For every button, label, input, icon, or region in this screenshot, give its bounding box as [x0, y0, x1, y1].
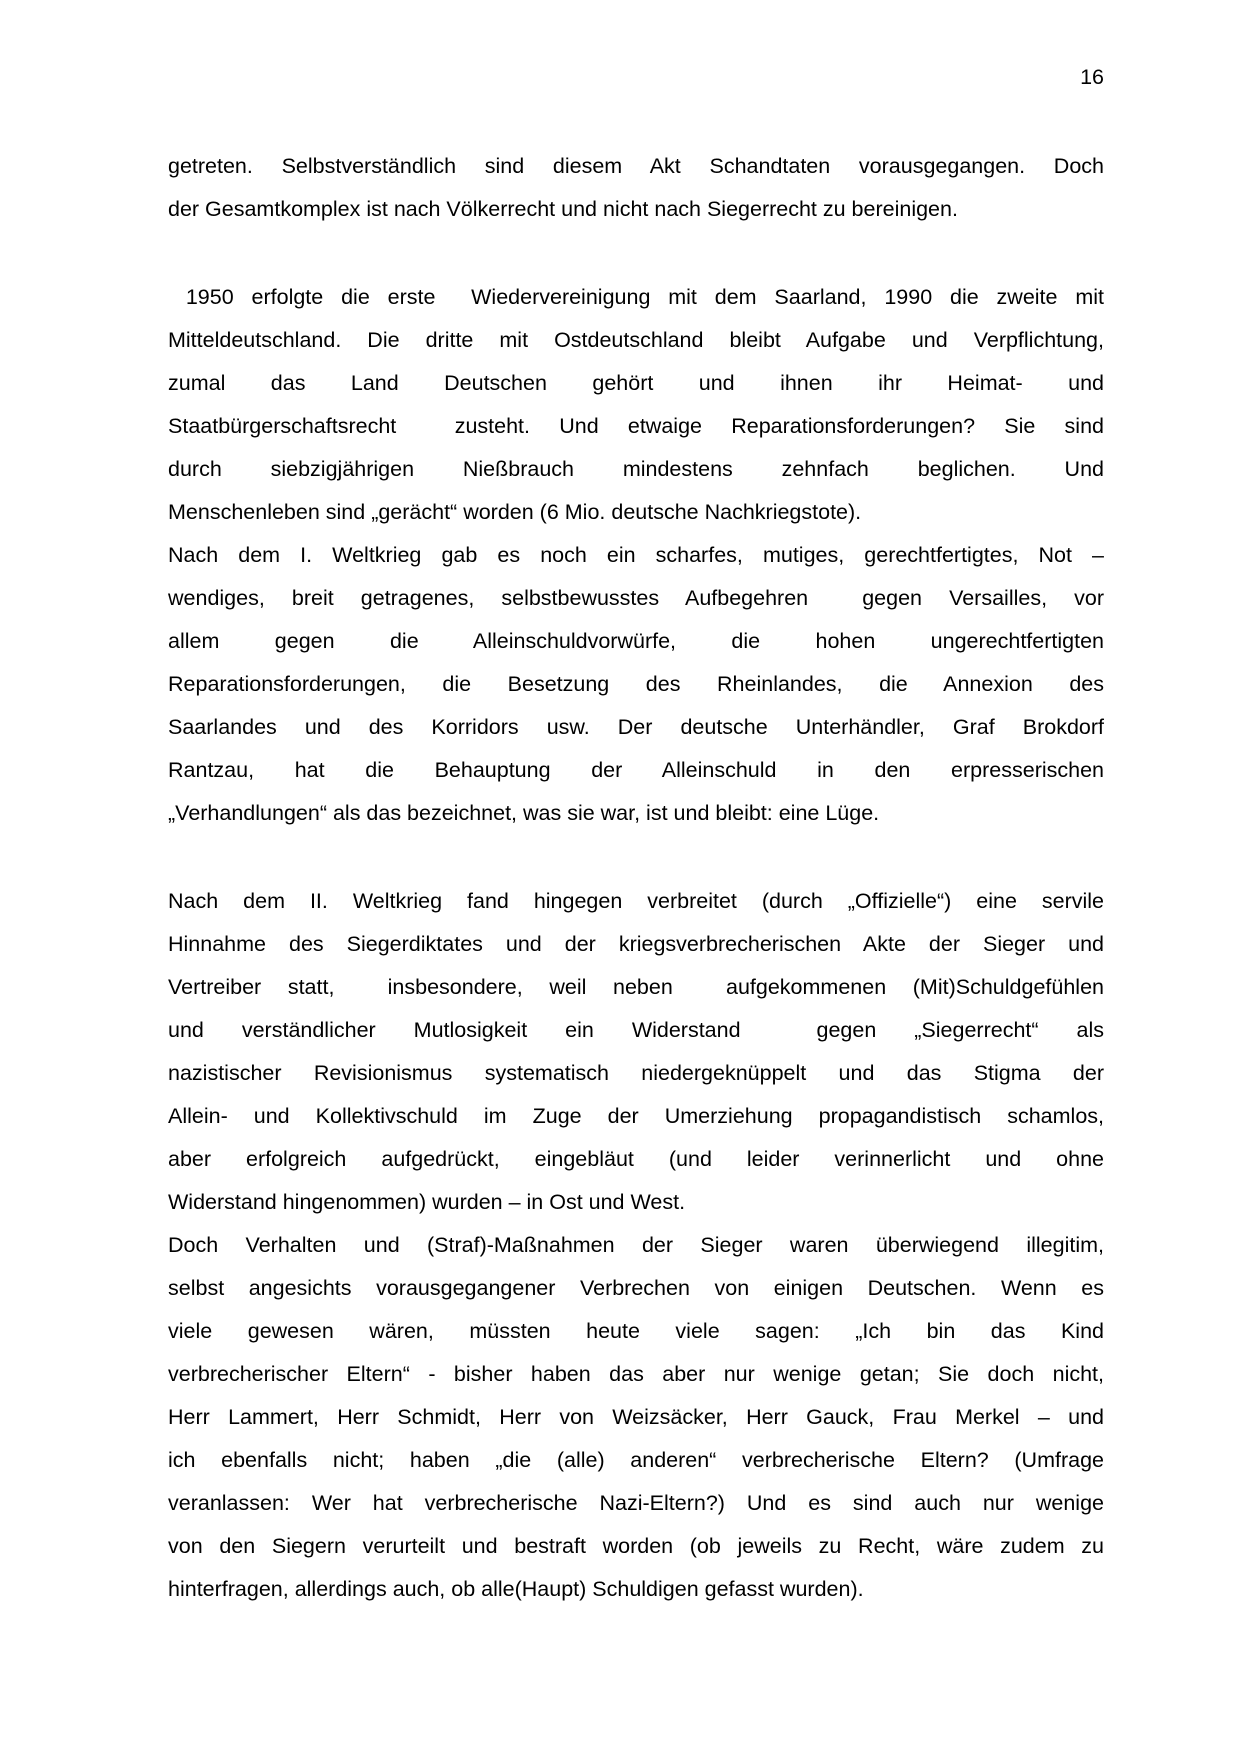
- text-line: zumal das Land Deutschen gehört und ihnen ihr Heimat- und: [168, 371, 1104, 395]
- text-line: Nach dem II. Weltkrieg fand hingegen verbreitet (durch „Offizielle“) eine servile: [168, 889, 1104, 913]
- text-line: durch siebzigjährigen Nießbrauch mindestens zehnfach beglichen. Und: [168, 457, 1104, 481]
- text-line: „Verhandlungen“ als das bezeichnet, was sie war, ist und bleibt: eine Lüge.: [168, 801, 880, 825]
- text-line: selbst angesichts vorausgegangener Verbrechen von einigen Deutschen. Wenn es: [168, 1276, 1104, 1300]
- text-line: wendiges, breit getragenes, selbstbewusstes Aufbegehren gegen Versailles, vor: [168, 586, 1104, 610]
- text-line: veranlassen: Wer hat verbrecherische Nazi-Eltern?) Und es sind auch nur wenige: [168, 1491, 1104, 1515]
- text-line: Menschenleben sind „gerächt“ worden (6 Mio. deutsche Nachkriegstote).: [168, 500, 862, 524]
- text-line: und verständlicher Mutlosigkeit ein Widerstand gegen „Siegerrecht“ als: [168, 1018, 1104, 1042]
- paragraph: [168, 1224, 1104, 1611]
- text-line: Widerstand hingenommen) wurden – in Ost und West.: [168, 1190, 686, 1214]
- text-line: Doch Verhalten und (Straf)-Maßnahmen der Sieger waren überwiegend illegitim,: [168, 1233, 1104, 1257]
- text-line: Staatbürgerschaftsrecht zusteht. Und etwaige Reparationsforderungen? Sie sind: [168, 414, 1104, 438]
- text-line: Allein- und Kollektivschuld im Zuge der Umerziehung propagandistisch schamlos,: [168, 1104, 1104, 1128]
- paragraph: [168, 145, 1104, 231]
- text-line: verbrecherischer Eltern“ - bisher haben das aber nur wenige getan; Sie doch nicht,: [168, 1362, 1104, 1386]
- text-line: Hinnahme des Siegerdiktates und der kriegsverbrecherischen Akte der Sieger und: [168, 932, 1104, 956]
- text-line: Vertreiber statt, insbesondere, weil neben aufgekommenen (Mit)Schuldgefühlen: [168, 975, 1104, 999]
- text-line: allem gegen die Alleinschuldvorwürfe, die hohen ungerechtfertigten: [168, 629, 1104, 653]
- text-line: getreten. Selbstverständlich sind diesem Akt Schandtaten vorausgegangen. Doch: [168, 154, 1104, 178]
- text-line: Rantzau, hat die Behauptung der Alleinschuld in den erpresserischen: [168, 758, 1104, 782]
- paragraph: [168, 534, 1104, 835]
- text-line: Reparationsforderungen, die Besetzung des Rheinlandes, die Annexion des: [168, 672, 1104, 696]
- document-body: [168, 145, 1104, 1611]
- page-number: 16: [1080, 65, 1104, 89]
- text-line: von den Siegern verurteilt und bestraft worden (ob jeweils zu Recht, wäre zudem zu: [168, 1534, 1104, 1558]
- text-line: Herr Lammert, Herr Schmidt, Herr von Weizsäcker, Herr Gauck, Frau Merkel – und: [168, 1405, 1104, 1429]
- text-line: ich ebenfalls nicht; haben „die (alle) anderen“ verbrecherische Eltern? (Umfrage: [168, 1448, 1104, 1472]
- text-line: 1950 erfolgte die erste Wiedervereinigung mit dem Saarland, 1990 die zweite mit: [168, 285, 1104, 309]
- text-line: aber erfolgreich aufgedrückt, eingebläut (und leider verinnerlicht und ohne: [168, 1147, 1104, 1171]
- text-line: hinterfragen, allerdings auch, ob alle(Haupt) Schuldigen gefasst wurden).: [168, 1577, 864, 1601]
- text-line: nazistischer Revisionismus systematisch niedergeknüppelt und das Stigma der: [168, 1061, 1104, 1085]
- text-line: der Gesamtkomplex ist nach Völkerrecht und nicht nach Siegerrecht zu bereinigen.: [168, 197, 958, 221]
- text-line: Mitteldeutschland. Die dritte mit Ostdeutschland bleibt Aufgabe und Verpflichtung,: [168, 328, 1104, 352]
- paragraph: [168, 276, 1104, 534]
- text-line: Nach dem I. Weltkrieg gab es noch ein scharfes, mutiges, gerechtfertigtes, Not –: [168, 543, 1104, 567]
- paragraph: [168, 880, 1104, 1224]
- text-line: viele gewesen wären, müssten heute viele sagen: „Ich bin das Kind: [168, 1319, 1104, 1343]
- text-line: Saarlandes und des Korridors usw. Der deutsche Unterhändler, Graf Brokdorf: [168, 715, 1104, 739]
